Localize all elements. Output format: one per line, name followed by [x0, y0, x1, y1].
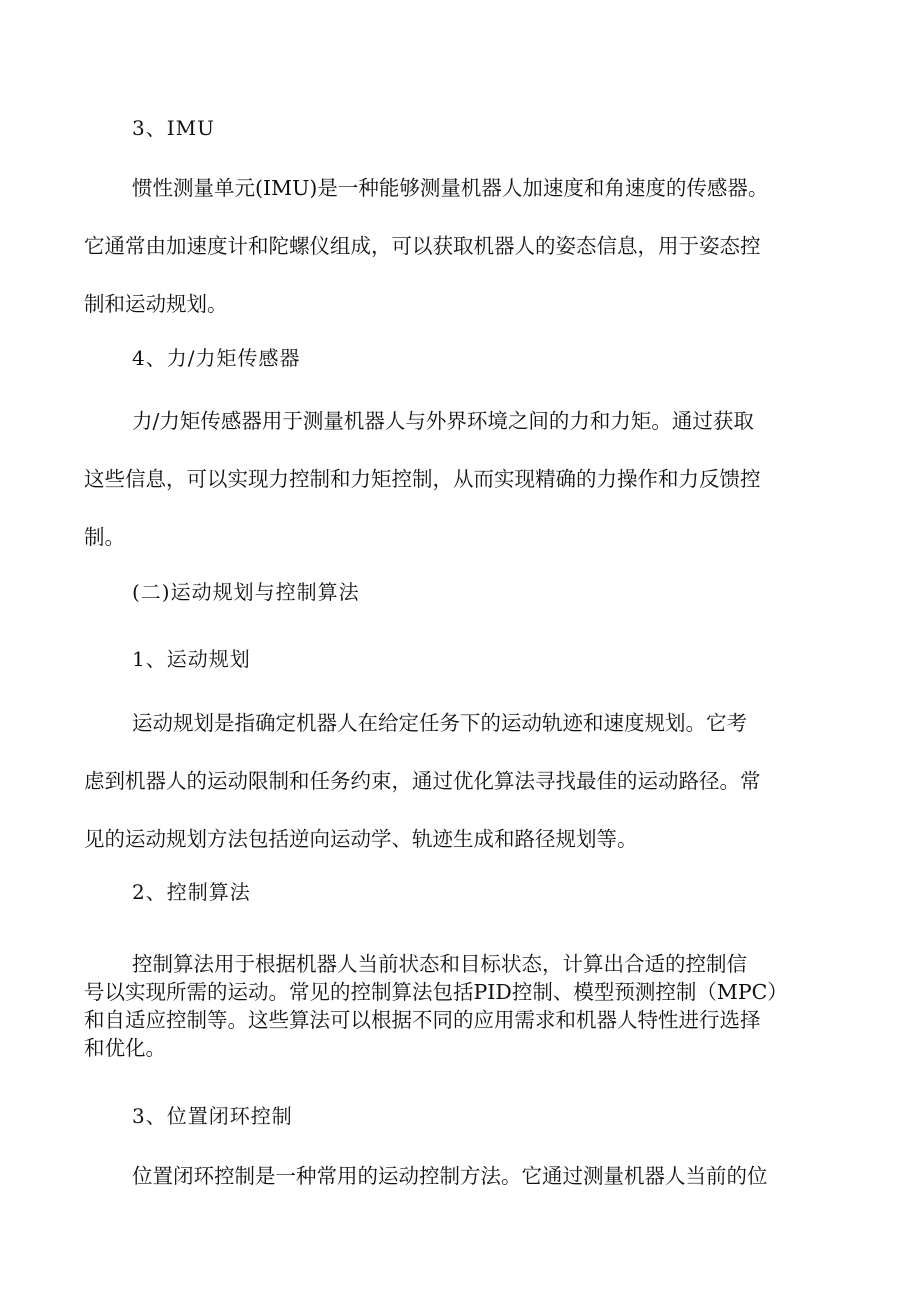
paragraph-line: 和自适应控制等。这些算法可以根据不同的应用需求和机器人特性进行选择	[84, 1008, 761, 1032]
paragraph-line: 制和运动规划。	[84, 292, 228, 316]
paragraph-position-loop	[84, 1161, 840, 1191]
paragraph-line: 位置闭环控制是一种常用的运动控制方法。它通过测量机器人当前的位	[132, 1164, 768, 1188]
paragraph-motion-planning	[84, 708, 840, 854]
paragraph-line: 见的运动规划方法包括逆向运动学、轨迹生成和路径规划等。	[84, 827, 638, 851]
paragraph-line: 运动规划是指确定机器人在给定任务下的运动轨迹和速度规划。它考	[132, 711, 747, 735]
part-heading-motion-control: (二)运动规划与控制算法	[132, 580, 360, 604]
paragraph-line: 控制算法用于根据机器人当前状态和目标状态，计算出合适的控制信	[132, 952, 747, 976]
section-heading-imu: 3、IMU	[132, 116, 215, 140]
section-heading-force-sensor: 4、力/力矩传感器	[132, 346, 301, 370]
paragraph-line: 虑到机器人的运动限制和任务约束，通过优化算法寻找最佳的运动路径。常	[84, 769, 761, 793]
paragraph-line: 制。	[84, 525, 125, 549]
section-heading-control-algorithm: 2、控制算法	[132, 880, 251, 904]
paragraph-control-algorithm	[84, 950, 840, 1062]
paragraph-line: 它通常由加速度计和陀螺仪组成，可以获取机器人的姿态信息，用于姿态控	[84, 234, 761, 258]
paragraph-imu	[84, 173, 840, 319]
paragraph-line: 这些信息，可以实现力控制和力矩控制，从而实现精确的力操作和力反馈控	[84, 467, 761, 491]
paragraph-line: 惯性测量单元(IMU)是一种能够测量机器人加速度和角速度的传感器。	[132, 176, 769, 200]
paragraph-force-sensor	[84, 406, 840, 552]
paragraph-line: 力/力矩传感器用于测量机器人与外界环境之间的力和力矩。通过获取	[132, 409, 754, 433]
paragraph-line: 号以实现所需的运动。常见的控制算法包括PID控制、模型预测控制（MPC）	[84, 980, 788, 1004]
paragraph-line: 和优化。	[84, 1036, 166, 1060]
section-heading-motion-planning: 1、运动规划	[132, 647, 251, 671]
section-heading-position-loop: 3、位置闭环控制	[132, 1104, 293, 1128]
